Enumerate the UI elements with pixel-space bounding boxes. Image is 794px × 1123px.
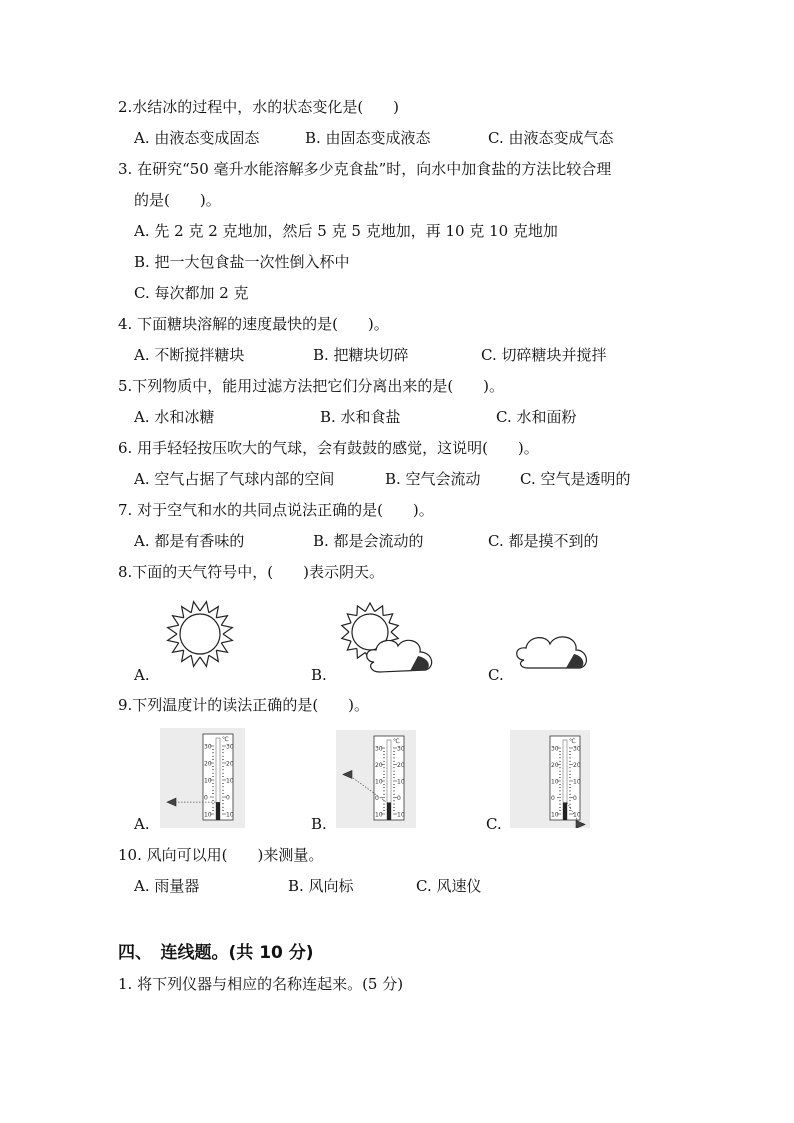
svg-text:20: 20 (375, 762, 383, 769)
svg-text:30: 30 (573, 745, 581, 753)
svg-text:0: 0 (375, 795, 379, 802)
sun-icon (160, 598, 240, 670)
svg-text:10: 10 (573, 778, 581, 786)
svg-text:30: 30 (204, 743, 212, 751)
svg-text:℃: ℃ (222, 736, 229, 743)
q4-option-c: C. 切碎糖块并搅拌 (481, 346, 607, 364)
q3-option-b: B. 把一大包食盐一次性倒入杯中 (134, 253, 350, 271)
svg-text:0: 0 (551, 795, 555, 802)
svg-text:20: 20 (226, 760, 234, 768)
q3-option-c: C. 每次都加 2 克 (134, 284, 249, 302)
sun-behind-cloud-icon (340, 600, 440, 680)
svg-text:0: 0 (226, 794, 230, 802)
q8-option-a: A. (134, 666, 150, 684)
q5-option-b: B. 水和食盐 (320, 408, 401, 426)
svg-text:30: 30 (397, 745, 405, 753)
thermometer-b (336, 730, 416, 828)
q6-option-b: B. 空气会流动 (385, 470, 481, 488)
question-8: 8.下面的天气符号中，( )表示阴天。 (118, 563, 385, 581)
q8-option-c: C. (488, 666, 504, 684)
section-4-title: 四、 连线题。(共 10 分) (118, 943, 314, 963)
q10-option-c: C. 风速仪 (416, 877, 482, 895)
question-3: 3. 在研究“50 毫升水能溶解多少克食盐”时，向水中加食盐的方法比较合理 (118, 160, 612, 178)
q9-option-b: B. (311, 815, 327, 833)
svg-text:10: 10 (204, 811, 212, 819)
q8-option-b: B. (311, 666, 327, 684)
q9-option-c: C. (486, 815, 502, 833)
question-10: 10. 风向可以用( )来测量。 (118, 846, 324, 864)
thermometer-c (510, 730, 590, 828)
svg-text:30: 30 (226, 743, 234, 751)
q7-option-b: B. 都是会流动的 (313, 532, 424, 550)
svg-text:℃: ℃ (393, 738, 400, 745)
q7-option-a: A. 都是有香味的 (134, 532, 245, 550)
svg-text:10: 10 (551, 778, 559, 786)
q5-option-a: A. 水和冰糖 (134, 408, 215, 426)
q9-option-a: A. (134, 815, 150, 833)
section-4-question-1: 1. 将下列仪器与相应的名称连起来。(5 分) (118, 975, 404, 993)
q3-option-a: A. 先 2 克 2 克地加，然后 5 克 5 克地加，再 10 克 10 克地加 (134, 222, 558, 240)
svg-text:0: 0 (573, 795, 577, 802)
svg-text:30: 30 (375, 745, 383, 753)
q7-option-c: C. 都是摸不到的 (488, 532, 599, 550)
q4-option-a: A. 不断搅拌糖块 (134, 346, 245, 364)
q2-option-c: C. 由液态变成气态 (488, 129, 614, 147)
svg-text:10: 10 (397, 811, 405, 819)
cloud-icon (512, 624, 592, 674)
svg-text:10: 10 (375, 811, 383, 819)
svg-text:10: 10 (573, 811, 581, 819)
question-2: 2.水结冰的过程中，水的状态变化是( ) (118, 98, 400, 116)
q10-option-a: A. 雨量器 (134, 877, 200, 895)
thermometer-a (160, 728, 245, 828)
svg-text:20: 20 (573, 762, 581, 769)
svg-text:10: 10 (397, 778, 405, 786)
svg-text:℃: ℃ (569, 738, 576, 745)
question-4: 4. 下面糖块溶解的速度最快的是( )。 (118, 315, 389, 333)
svg-text:20: 20 (204, 760, 212, 768)
svg-text:0: 0 (204, 794, 208, 802)
question-5: 5.下列物质中，能用过滤方法把它们分离出来的是( )。 (118, 377, 505, 395)
svg-text:0: 0 (397, 795, 401, 802)
svg-text:10: 10 (226, 777, 234, 785)
q4-option-b: B. 把糖块切碎 (313, 346, 409, 364)
question-9: 9.下列温度计的读法正确的是( )。 (118, 696, 370, 714)
svg-text:10: 10 (551, 811, 559, 819)
svg-text:20: 20 (551, 762, 559, 769)
question-7: 7. 对于空气和水的共同点说法正确的是( )。 (118, 501, 434, 519)
svg-text:10: 10 (375, 778, 383, 786)
question-6: 6. 用手轻轻按压吹大的气球，会有鼓鼓的感觉，这说明( )。 (118, 439, 539, 457)
q2-option-b: B. 由固态变成液态 (305, 129, 431, 147)
svg-text:20: 20 (397, 762, 405, 769)
q10-option-b: B. 风向标 (288, 877, 354, 895)
svg-text:10: 10 (226, 811, 234, 819)
svg-text:30: 30 (551, 745, 559, 753)
q6-option-a: A. 空气占据了气球内部的空间 (134, 470, 335, 488)
q6-option-c: C. 空气是透明的 (520, 470, 631, 488)
question-3-cont: 的是( )。 (134, 191, 221, 209)
q5-option-c: C. 水和面粉 (496, 408, 577, 426)
q2-option-a: A. 由液态变成固态 (134, 129, 260, 147)
svg-text:10: 10 (204, 777, 212, 785)
